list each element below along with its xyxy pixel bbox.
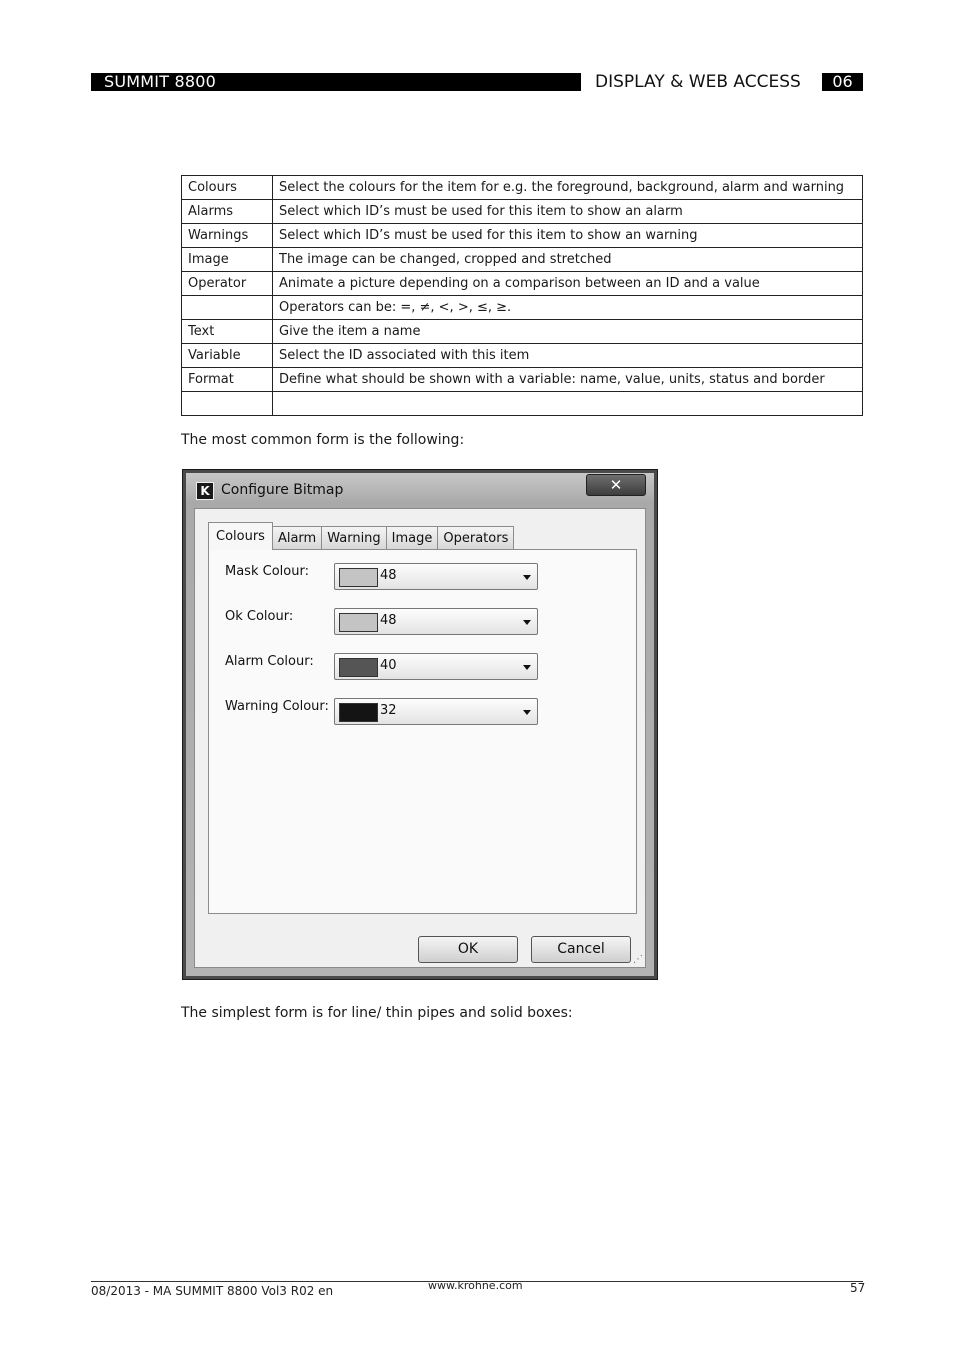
table-row	[182, 296, 863, 320]
dialog-title: Configure Bitmap	[221, 482, 344, 498]
mask-colour-label: Mask Colour:	[225, 564, 309, 579]
alarm-colour-label: Alarm Colour:	[225, 654, 314, 669]
mask-colour-value: 48	[380, 568, 397, 583]
cancel-button[interactable]: Cancel	[531, 936, 631, 963]
table-cell-term: Warnings	[182, 224, 273, 248]
table-cell-desc: Animate a picture depending on a comparison between an ID and a value	[273, 272, 863, 296]
table-cell-desc: Give the item a name	[273, 320, 863, 344]
chevron-down-icon	[523, 710, 531, 715]
warning-colour-swatch	[339, 703, 378, 722]
table-cell-desc: Select the colours for the item for e.g. the foreground, background, alarm and warning	[273, 176, 863, 200]
table-cell-term: Operator	[182, 272, 273, 296]
table-cell-desc: Select which ID’s must be used for this item to show an warning	[273, 224, 863, 248]
footer-doc-id: 08/2013 - MA SUMMIT 8800 Vol3 R02 en	[91, 1284, 334, 1298]
table-row	[182, 320, 863, 344]
footer-url[interactable]: www.krohne.com	[428, 1279, 523, 1292]
ok-colour-value: 48	[380, 613, 397, 628]
ok-button[interactable]: OK	[418, 936, 518, 963]
warning-colour-select[interactable]	[334, 698, 538, 725]
mask-colour-swatch	[339, 568, 378, 587]
colours-tab-panel	[208, 549, 637, 914]
page-number: 57	[850, 1281, 866, 1295]
table-row	[182, 272, 863, 296]
ok-colour-swatch	[339, 613, 378, 632]
table-row	[182, 368, 863, 392]
warning-colour-label: Warning Colour:	[225, 699, 329, 714]
tab-colours[interactable]: Colours	[208, 522, 273, 550]
table-cell-term	[182, 392, 273, 416]
dialog-client-area	[194, 508, 646, 968]
alarm-colour-swatch	[339, 658, 378, 677]
table-row	[182, 200, 863, 224]
close-icon: ✕	[609, 476, 623, 494]
close-button[interactable]	[586, 474, 646, 496]
ok-colour-select[interactable]	[334, 608, 538, 635]
table-row	[182, 248, 863, 272]
mask-colour-select[interactable]	[334, 563, 538, 590]
table-cell-term: Image	[182, 248, 273, 272]
table-cell-desc	[273, 392, 863, 416]
tab-warning[interactable]: Warning	[321, 526, 386, 550]
table-cell-desc: Define what should be shown with a variable: name, value, units, status and border	[273, 368, 863, 392]
table-cell-desc: Operators can be: =, ≠, <, >, ≤, ≥.	[273, 296, 863, 320]
table-cell-term: Alarms	[182, 200, 273, 224]
configure-bitmap-dialog	[182, 469, 658, 980]
table-row	[182, 392, 863, 416]
alarm-colour-select[interactable]	[334, 653, 538, 680]
chevron-down-icon	[523, 665, 531, 670]
intro-paragraph: The most common form is the following:	[181, 432, 465, 448]
settings-table	[181, 175, 863, 416]
table-cell-desc: The image can be changed, cropped and stretched	[273, 248, 863, 272]
chevron-down-icon	[523, 575, 531, 580]
table-row	[182, 224, 863, 248]
tab-image[interactable]: Image	[386, 526, 439, 550]
table-cell-term: Colours	[182, 176, 273, 200]
header-chapter: 06	[822, 73, 863, 91]
app-k-icon: K	[196, 482, 214, 500]
table-cell-desc: Select the ID associated with this item	[273, 344, 863, 368]
chevron-down-icon	[523, 620, 531, 625]
alarm-colour-value: 40	[380, 658, 397, 673]
tab-alarm[interactable]: Alarm	[272, 526, 322, 550]
tab-operators[interactable]: Operators	[437, 526, 514, 550]
table-cell-term: Format	[182, 368, 273, 392]
header-product: SUMMIT 8800	[91, 73, 581, 91]
ok-colour-label: Ok Colour:	[225, 609, 294, 624]
table-row	[182, 176, 863, 200]
table-cell-term: Text	[182, 320, 273, 344]
dialog-frame	[186, 473, 654, 976]
resize-grip-icon[interactable]: ⋰	[633, 954, 643, 965]
warning-colour-value: 32	[380, 703, 397, 718]
table-cell-desc: Select which ID’s must be used for this item to show an alarm	[273, 200, 863, 224]
table-row	[182, 344, 863, 368]
simple-form-paragraph: The simplest form is for line/ thin pipes and solid boxes:	[181, 1005, 573, 1021]
tab-bar	[208, 523, 513, 550]
header-section: DISPLAY & WEB ACCESS	[595, 72, 801, 92]
table-cell-term: Variable	[182, 344, 273, 368]
table-cell-term	[182, 296, 273, 320]
